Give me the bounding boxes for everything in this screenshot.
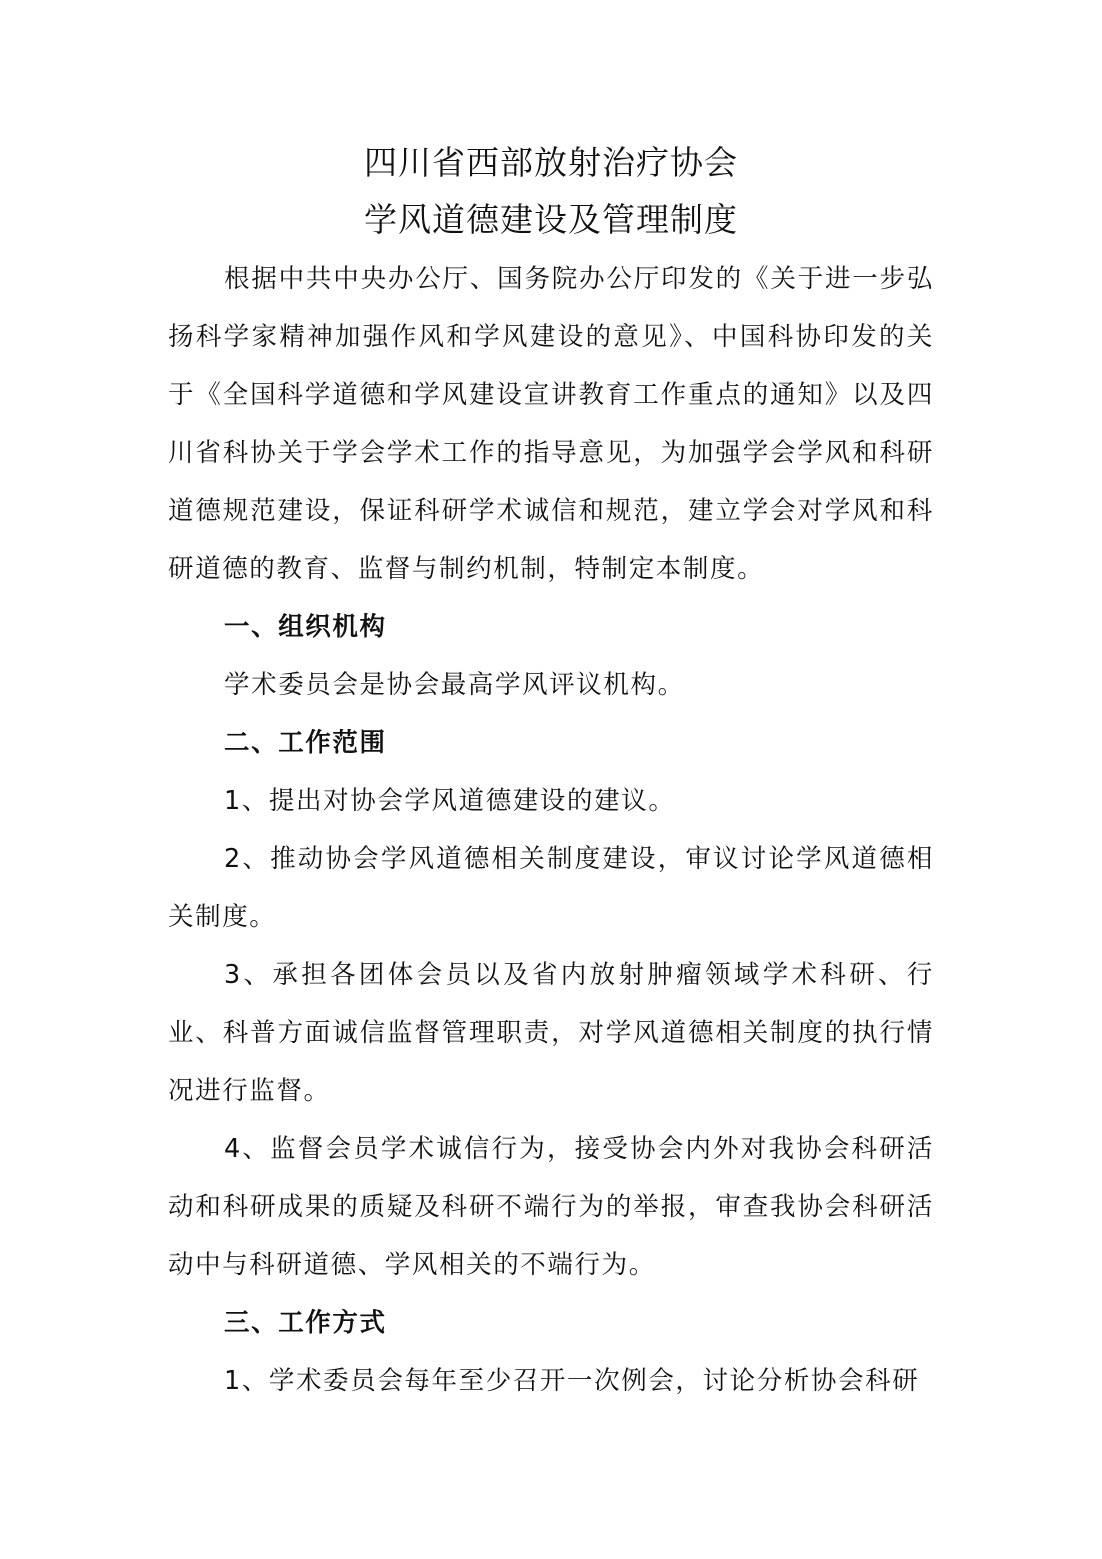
section-heading-scope: 二、工作范围 bbox=[224, 728, 387, 758]
section-scope-item-3: 3、承担各团体会员以及省内放射肿瘤领域学术科研、行业、科普方面诚信监督管理职责，对学风道德相关制度的执行情况进行监督。 bbox=[168, 960, 934, 1106]
document-title-line-1: 四川省西部放射治疗协会 bbox=[364, 143, 738, 182]
intro-paragraph: 根据中共中央办公厅、国务院办公厅印发的《关于进一步弘扬科学家精神加强作风和学风建设的意见》、中国科协印发的关于《全国科学道德和学风建设宣讲教育工作重点的通知》以及四川省科协关于学会学术工作的指导意见，为加强学会学风和科研道德规范建设，保证科研学术诚信和规范，建立学会对学风和科研道德的教育、监督与制约机制，特制定本制度。 bbox=[168, 264, 934, 584]
section-heading-method: 三、工作方式 bbox=[224, 1308, 387, 1338]
section-organization-item-1: 学术委员会是协会最高学风评议机构。 bbox=[224, 670, 685, 700]
section-heading-organization: 一、组织机构 bbox=[224, 612, 387, 642]
section-scope-item-4: 4、监督会员学术诚信行为，接受协会内外对我协会科研活动和科研成果的质疑及科研不端行为的举报，审查我协会科研活动中与科研道德、学风相关的不端行为。 bbox=[168, 1134, 934, 1280]
document-title-line-2: 学风道德建设及管理制度 bbox=[364, 200, 738, 239]
section-scope-item-2: 2、推动协会学风道德相关制度建设，审议讨论学风道德相关制度。 bbox=[168, 844, 934, 932]
section-scope-item-1: 1、提出对协会学风道德建设的建议。 bbox=[224, 786, 676, 816]
section-method-item-1: 1、学术委员会每年至少召开一次例会，讨论分析协会科研 bbox=[224, 1366, 920, 1396]
